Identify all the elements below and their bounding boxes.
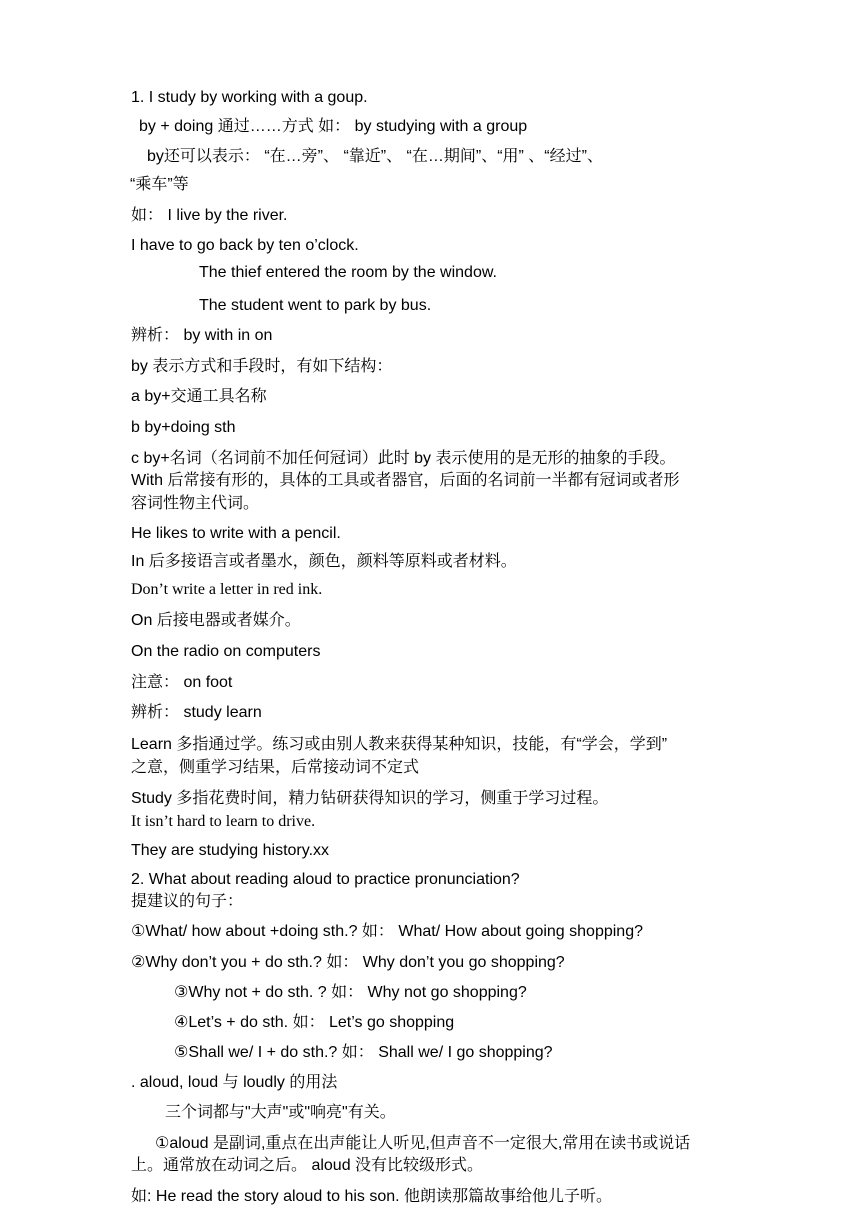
text-line: by 表示方式和手段时，有如下结构： [131,358,393,375]
text-line: 上。通常放在动词之后。 aloud 没有比较级形式。 [131,1157,484,1174]
text-line: 2. What about reading aloud to practice pronunciation? [131,871,520,888]
text-line: 提建议的句子： [131,893,244,910]
text-line: 之意，侧重学习结果，后常接动词不定式 [131,759,420,776]
text-line: by + doing 通过……方式 如： by studying with a group [139,118,528,135]
text-line: 辨析： study learn [131,704,262,721]
text-line: 容词性物主代词。 [131,495,260,512]
text-line: ⑤Shall we/ I + do sth.? 如： Shall we/ I go shopping? [174,1044,553,1061]
text-line: I have to go back by ten o’clock. [131,237,359,254]
text-line: Study 多指花费时间，精力钻研获得知识的学习，侧重于学习过程。 [131,790,609,807]
text-line: On 后接电器或者媒介。 [131,612,301,629]
text-line: 1. I study by working with a goup. [131,89,368,106]
text-line: ③Why not + do sth. ? 如： Why not go shopping? [174,984,527,1001]
text-line: ②Why don’t you + do sth.? 如： Why don’t you go shopping? [131,954,565,971]
text-line: ①What/ how about +doing sth.? 如： What/ How about going shopping? [131,923,643,940]
text-line: It isn’t hard to learn to drive. [131,813,316,830]
text-line: The thief entered the room by the window. [199,264,497,281]
text-line: He likes to write with a pencil. [131,525,341,542]
text-line: by还可以表示： “在…旁”、 “靠近”、 “在…期间”、“用” 、“经过”、 [147,148,603,165]
text-line: Learn 多指通过学。练习或由别人教来获得某种知识，技能，有“学会，学到” [131,736,668,753]
text-line: The student went to park by bus. [199,297,432,314]
text-line: 三个词都与"大声"或"响亮"有关。 [165,1104,396,1121]
text-line: 如： I live by the river. [131,207,288,224]
text-line: They are studying history.xx [131,842,330,859]
text-line: 如: He read the story aloud to his son. 他朗读那篇故事给他儿子听。 [131,1188,613,1205]
text-line: a by+交通工具名称 [131,388,267,405]
text-line: . aloud, loud 与 loudly 的用法 [131,1074,338,1091]
text-line: ①aloud 是副词,重点在出声能让人听见,但声音不一定很大,常用在读书或说话 [155,1135,691,1152]
text-line: b by+doing sth [131,419,236,436]
text-line: Don’t write a letter in red ink. [131,581,323,598]
text-line: On the radio on computers [131,643,321,660]
text-line: c by+名词（名词前不加任何冠词）此时 by 表示使用的是无形的抽象的手段。 [131,450,676,467]
text-line: 辨析： by with in on [131,327,273,344]
text-line: With 后常接有形的，具体的工具或者器官，后面的名词前一半都有冠词或者形 [131,472,680,489]
text-line: In 后多接语言或者墨水，颜色，颜料等原料或者材料。 [131,553,517,570]
text-line: “乘车”等 [130,176,189,193]
text-line: ④Let’s + do sth. 如： Let’s go shopping [174,1014,455,1031]
text-line: 注意： on foot [131,674,233,691]
